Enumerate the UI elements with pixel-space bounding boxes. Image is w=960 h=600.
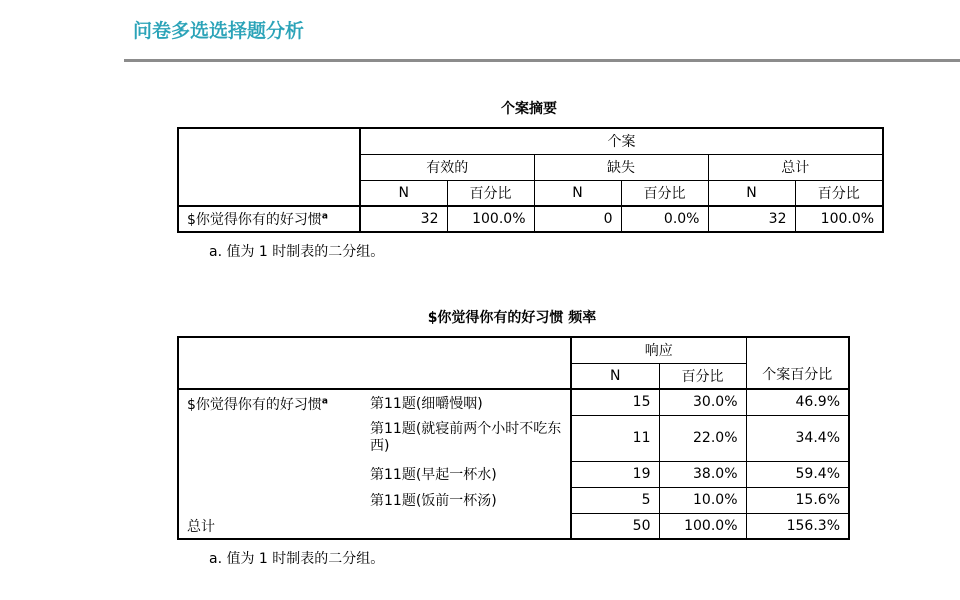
option-case-pct-cell: 15.6% [746,487,849,513]
row-label-text: $你觉得你有的好习惯 [187,212,322,228]
option-label: 第11题(就寝前两个小时不吃东西) [362,415,571,461]
col-header: N [534,180,621,206]
valid-n-cell: 32 [360,206,447,232]
total-n-cell: 50 [571,513,659,539]
option-case-pct-cell: 34.4% [746,415,849,461]
option-label: 第11题(饭前一杯汤) [362,487,571,513]
option-n-cell: 15 [571,389,659,415]
frequency-caption: $你觉得你有的好习惯 频率 [427,310,597,326]
footnote-marker: a [321,396,328,407]
total-n-cell: 32 [708,206,795,232]
row-label [178,206,360,232]
title-divider [124,59,960,62]
missing-n-cell: 0 [534,206,621,232]
col-header: 百分比 [621,180,708,206]
option-n-cell: 19 [571,461,659,487]
footnote-marker: a [321,211,328,222]
total-row-label: 总计 [178,513,571,539]
response-group-header: 响应 [571,337,746,363]
col-header: 百分比 [659,363,746,389]
case-group-header: 个案 [360,128,883,154]
missing-pct-cell: 0.0% [621,206,708,232]
option-pct-cell: 22.0% [659,415,746,461]
frequency-footnote: a. 值为 1 时制表的二分组。 [209,551,385,567]
total-pct-cell: 100.0% [795,206,883,232]
col-header: N [708,180,795,206]
page-title: 问卷多选选择题分析 [133,20,305,42]
total-pct-cell: 100.0% [659,513,746,539]
valid-header: 有效的 [360,154,534,180]
case-summary-footnote: a. 值为 1 时制表的二分组。 [209,244,385,260]
case-summary-table [177,127,884,233]
option-pct-cell: 10.0% [659,487,746,513]
option-label: 第11题(早起一杯水) [362,461,571,487]
option-label: 第11题(细嚼慢咽) [362,389,571,415]
frequency-table [177,336,850,540]
option-pct-cell: 38.0% [659,461,746,487]
option-case-pct-cell: 46.9% [746,389,849,415]
col-header: 百分比 [795,180,883,206]
corner-cell [178,128,360,206]
option-case-pct-cell: 59.4% [746,461,849,487]
option-n-cell: 11 [571,415,659,461]
col-header: N [360,180,447,206]
option-n-cell: 5 [571,487,659,513]
option-pct-cell: 30.0% [659,389,746,415]
missing-header: 缺失 [534,154,708,180]
case-summary-caption: 个案摘要 [501,101,557,117]
col-header: N [571,363,659,389]
corner-cell [178,337,571,389]
col-header: 百分比 [447,180,534,206]
row-group-label [178,389,362,513]
total-header: 总计 [708,154,883,180]
total-case-pct-cell: 156.3% [746,513,849,539]
row-group-label-text: $你觉得你有的好习惯 [187,397,322,413]
valid-pct-cell: 100.0% [447,206,534,232]
case-pct-header: 个案百分比 [746,337,849,389]
